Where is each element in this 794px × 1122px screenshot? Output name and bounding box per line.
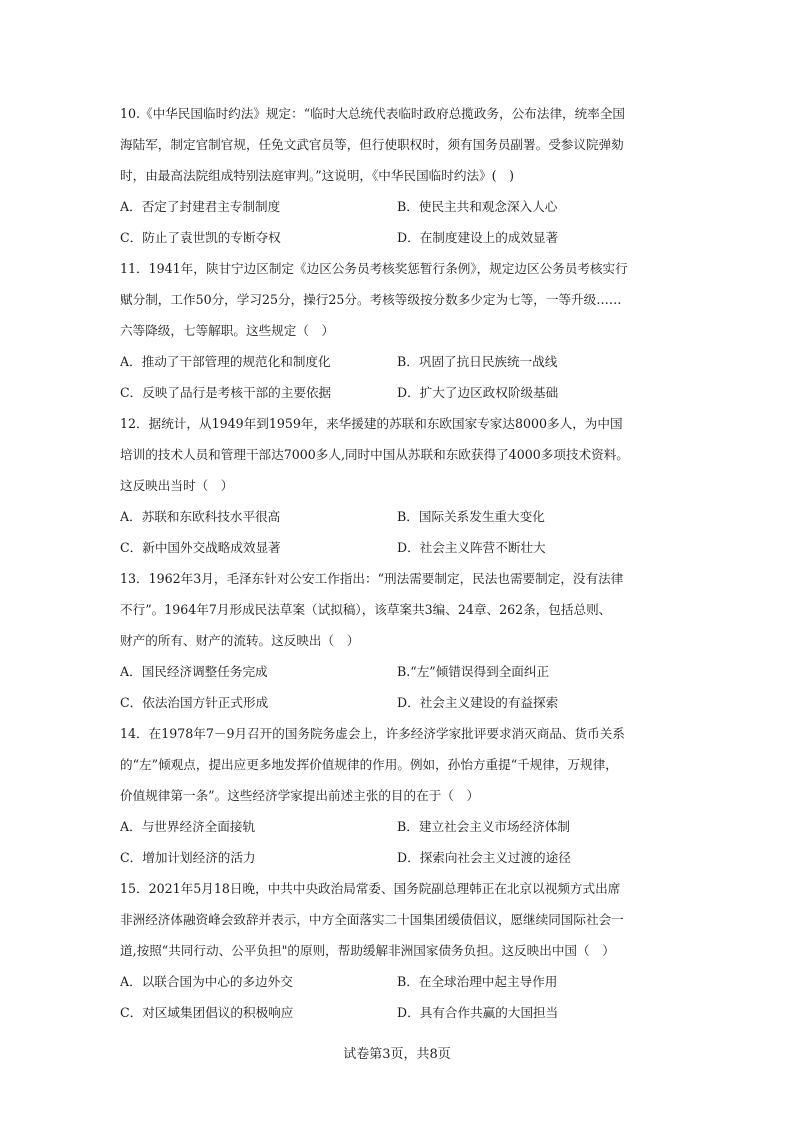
option-d: D．社会主义阵营不断壮大: [397, 540, 546, 555]
option-d: D．扩大了边区政权阶级基础: [397, 385, 559, 400]
question-text-line: 的“左”倾观点，提出应更多地发挥价值规律的作用。例如，孙怡方重提“千规律，万规律，: [120, 757, 618, 772]
option-a: A．以联合国为中心的多边外交: [120, 974, 293, 989]
option-c: C．反映了品行是考核干部的主要依据: [120, 385, 332, 400]
question-text-line: 13．1962年3月，毛泽东针对公安工作指出：“刑法需要制定，民法也需要制定，没有法律: [120, 571, 624, 586]
option-b: B．使民主共和观念深入人心: [397, 199, 558, 214]
question-text-line: 价值规律第一条”。这些经济学家提出前述主张的目的在于（ ）: [120, 788, 480, 803]
option-c: C．增加计划经济的活力: [120, 850, 256, 865]
option-d: D．具有合作共赢的大国担当: [397, 1005, 559, 1020]
options-row: [120, 222, 680, 253]
option-b: B．国际关系发生重大变化: [397, 509, 545, 524]
options-row: [120, 966, 680, 997]
option-c: C．依法治国方针正式形成: [120, 695, 269, 710]
question-text-line: 15．2021年5月18日晚，中共中央政治局常委、国务院副总理韩正在北京以视频方式出席: [120, 881, 621, 896]
question-13: [120, 563, 680, 718]
options-row: [120, 656, 680, 687]
options-row: [120, 377, 680, 408]
question-15: [120, 873, 680, 1028]
question-text-line: 道,按照“共同行动、公平负担"的原则，帮助缓解非洲国家债务负担。这反映出中国（ ）: [120, 943, 615, 958]
question-text-line: 12．据统计，从1949年到1959年，来华援建的苏联和东欧国家专家达8000多人，为中国: [120, 416, 623, 431]
question-text-line: 培训的技术人员和管理干部达7000多人,同时中国从苏联和东欧获得了4000多项技术资料。: [120, 447, 629, 462]
question-text-line: 时，由最高法院组成特别法庭审判。”这说明，《中华民国临时约法》( ): [120, 168, 515, 183]
option-a: A．推动了干部管理的规范化和制度化: [120, 354, 331, 369]
page-footer: 试卷第3页，共8页: [343, 1047, 451, 1062]
option-a: A．国民经济调整任务完成: [120, 664, 268, 679]
question-text-line: 这反映出当时（ ）: [120, 478, 234, 493]
option-b: B．巩固了抗日民族统一战线: [397, 354, 558, 369]
question-text-line: 不行”。1964年7月形成民法草案（试拟稿），该草案共3编、24章、262条，包括总则、: [120, 602, 612, 617]
question-11: [120, 253, 680, 408]
option-c: C．新中国外交战略成效显著: [120, 540, 281, 555]
option-c: C．防止了袁世凯的专断夺权: [120, 230, 281, 245]
option-b: B．建立社会主义市场经济体制: [397, 819, 570, 834]
question-14: [120, 718, 680, 873]
option-d: D．探索向社会主义过渡的途径: [397, 850, 571, 865]
option-a: A．否定了封建君主专制制度: [120, 199, 281, 214]
question-text-line: 赋分制，工作50分，学习25分，操行25分。考核等级按分数多少定为七等，一等升级……: [120, 292, 622, 307]
options-row: [120, 501, 680, 532]
question-text-line: 财产的所有、财产的流转。这反映出（ ）: [120, 633, 360, 648]
question-text-line: 10.《中华民国临时约法》规定：“临时大总统代表临时政府总揽政务，公布法律，统率全国: [120, 106, 626, 121]
options-row: [120, 191, 680, 222]
options-row: [120, 532, 680, 563]
question-text-line: 11．1941年，陕甘宁边区制定《边区公务员考核奖惩暂行条例》，规定边区公务员考核实行: [120, 261, 628, 276]
option-c: C．对区域集团倡议的积极响应: [120, 1005, 294, 1020]
question-text-line: 14．在1978年7－9月召开的国务院务虚会上，许多经济学家批评要求消灭商品、货币关系: [120, 726, 625, 741]
options-row: [120, 687, 680, 718]
question-12: [120, 408, 680, 563]
options-row: [120, 346, 680, 377]
options-row: [120, 997, 680, 1028]
option-d: D．社会主义建设的有益探索: [397, 695, 559, 710]
option-b: B．在全球治理中起主导作用: [397, 974, 558, 989]
question-text-line: 海陆军，制定官制官规，任免文武官员等，但行使职权时，须有国务员副署。受参议院弹劾: [120, 137, 624, 152]
question-text-line: 非洲经济体融资峰会致辞并表示，中方全面落实二十国集团缓债倡议，愿继续同国际社会一: [120, 912, 624, 927]
option-b: B.“左”倾错误得到全面纠正: [397, 664, 550, 679]
question-10: [120, 98, 680, 253]
options-row: [120, 842, 680, 873]
option-d: D．在制度建设上的成效显著: [397, 230, 559, 245]
option-a: A．与世界经济全面接轨: [120, 819, 256, 834]
question-text-line: 六等降级，七等解职。这些规定（ ）: [120, 323, 335, 338]
options-row: [120, 811, 680, 842]
option-a: A．苏联和东欧科技水平很高: [120, 509, 281, 524]
